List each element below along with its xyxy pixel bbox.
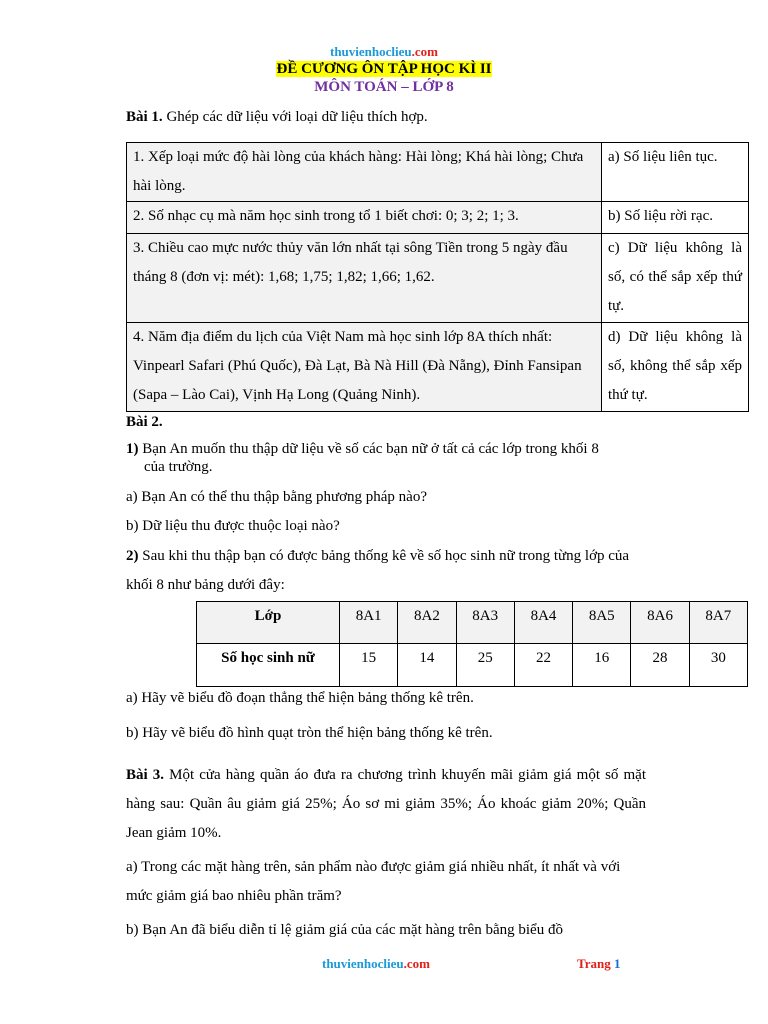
table-row-label: Số học sinh nữ (197, 644, 340, 687)
bai2-label: Bài 2. (126, 414, 163, 430)
page-title-text: ĐỀ CƯƠNG ÔN TẬP HỌC KÌ II (276, 61, 492, 77)
table-header-cell: 8A2 (398, 602, 456, 644)
bai2-q2-number: 2) (126, 548, 139, 564)
table-row (127, 234, 749, 323)
table-cell-right: d) Dữ liệu không là số, không thể sắp xếp thứ tự. (602, 323, 749, 412)
bai2-q2-text: Sau khi thu thập bạn có được bảng thống kê về số học sinh nữ trong từng lớp của khối 8 như bảng dưới đây: (126, 548, 630, 593)
table-cell: 25 (456, 644, 514, 687)
bai3-qb: b) Bạn An đã biểu diễn tỉ lệ giảm giá của các mặt hàng trên bằng biểu đồ (126, 922, 563, 938)
page-label: Trang (577, 956, 614, 971)
bai3-label: Bài 3. (126, 767, 165, 783)
table-cell: 15 (340, 644, 398, 687)
table-header-cell: 8A4 (514, 602, 572, 644)
footer-brand (322, 956, 430, 972)
table-header-label: Lớp (197, 602, 340, 644)
page-number-value: 1 (613, 956, 621, 971)
site-brand (0, 44, 768, 60)
bai2-question-2 (126, 542, 646, 600)
bai2-q1-text: Bạn An muốn thu thập dữ liệu về số các bạn nữ ở tất cả các lớp trong khối 8 (138, 441, 599, 457)
bai3-text: Một cửa hàng quần áo đưa ra chương trình khuyến mãi giảm giá một số mặt hàng sau: Quần âu giảm giá 25%; Áo sơ mi giảm 35%; Áo khoác giảm 20%; Quần Jean giảm 10%. (126, 767, 646, 841)
bai3-heading (126, 761, 646, 848)
table-cell: 16 (573, 644, 631, 687)
bai2-heading (126, 408, 646, 437)
table-cell-left: 3. Chiều cao mực nước thủy văn lớn nhất tại sông Tiền trong 5 ngày đầu tháng 8 (đơn vị: mét): 1,68; 1,75; 1,82; 1,66; 1,62. (127, 234, 602, 323)
table-header-cell: 8A1 (340, 602, 398, 644)
table-header-cell: 8A5 (573, 602, 631, 644)
table-header-cell: 8A3 (456, 602, 514, 644)
bai2-q1b: b) Dữ liệu thu được thuộc loại nào? (126, 518, 340, 534)
bai2-q1a: a) Bạn An có thể thu thập bằng phương pháp nào? (126, 489, 427, 505)
page-title (0, 61, 768, 78)
bai2-question-1 (126, 440, 666, 476)
table-row (127, 143, 749, 202)
table-cell: 28 (631, 644, 689, 687)
bai2-q1-number: 1) (126, 441, 139, 457)
bai1-text: Ghép các dữ liệu với loại dữ liệu thích hợp. (162, 109, 428, 125)
bai2-q2a: a) Hãy vẽ biểu đồ đoạn thẳng thể hiện bảng thống kê trên. (126, 690, 474, 706)
table-cell: 30 (689, 644, 747, 687)
table-row (197, 644, 748, 687)
bai1-heading (126, 103, 646, 132)
table-cell-left: 2. Số nhạc cụ mà năm học sinh trong tổ 1 biết chơi: 0; 3; 2; 1; 3. (127, 202, 602, 234)
footer-brand-domain: .com (403, 956, 430, 971)
table-row (127, 202, 749, 234)
bai2-stats-table (196, 601, 748, 687)
table-cell: 14 (398, 644, 456, 687)
table-cell-left: 1. Xếp loại mức độ hài lòng của khách hàng: Hài lòng; Khá hài lòng; Chưa hài lòng. (127, 143, 602, 202)
page-number (577, 956, 620, 972)
bai2-q1-text-cont: của trường. (144, 459, 213, 475)
page-subtitle: MÔN TOÁN – LỚP 8 (314, 79, 454, 95)
footer-brand-name: thuvienhoclieu (322, 956, 404, 971)
table-header-cell: 8A7 (689, 602, 747, 644)
table-row (197, 602, 748, 644)
brand-domain: .com (411, 44, 438, 59)
bai3-qa: a) Trong các mặt hàng trên, sản phẩm nào được giảm giá nhiều nhất, ít nhất và với mức giảm giá bao nhiêu phần trăm? (126, 859, 621, 904)
table-cell-right: a) Số liệu liên tục. (602, 143, 749, 202)
brand-name: thuvienhoclieu (330, 44, 412, 59)
table-cell-right: b) Số liệu rời rạc. (602, 202, 749, 234)
table-row (127, 323, 749, 412)
bai1-label: Bài 1. (126, 109, 163, 125)
bai2-q2b: b) Hãy vẽ biểu đồ hình quạt tròn thể hiện bảng thống kê trên. (126, 725, 493, 741)
table-cell-left: 4. Năm địa điểm du lịch của Việt Nam mà học sinh lớp 8A thích nhất: Vinpearl Safari (Phú Quốc), Đà Lạt, Bà Nà Hill (Đà Nẵng), Đỉnh Fansipan (Sapa – Lào Cai), Vịnh Hạ Long (Quảng Ninh). (127, 323, 602, 412)
table-cell: 22 (514, 644, 572, 687)
table-header-cell: 8A6 (631, 602, 689, 644)
bai1-matching-table (126, 142, 749, 412)
table-cell-right: c) Dữ liệu không là số, có thể sắp xếp thứ tự. (602, 234, 749, 323)
